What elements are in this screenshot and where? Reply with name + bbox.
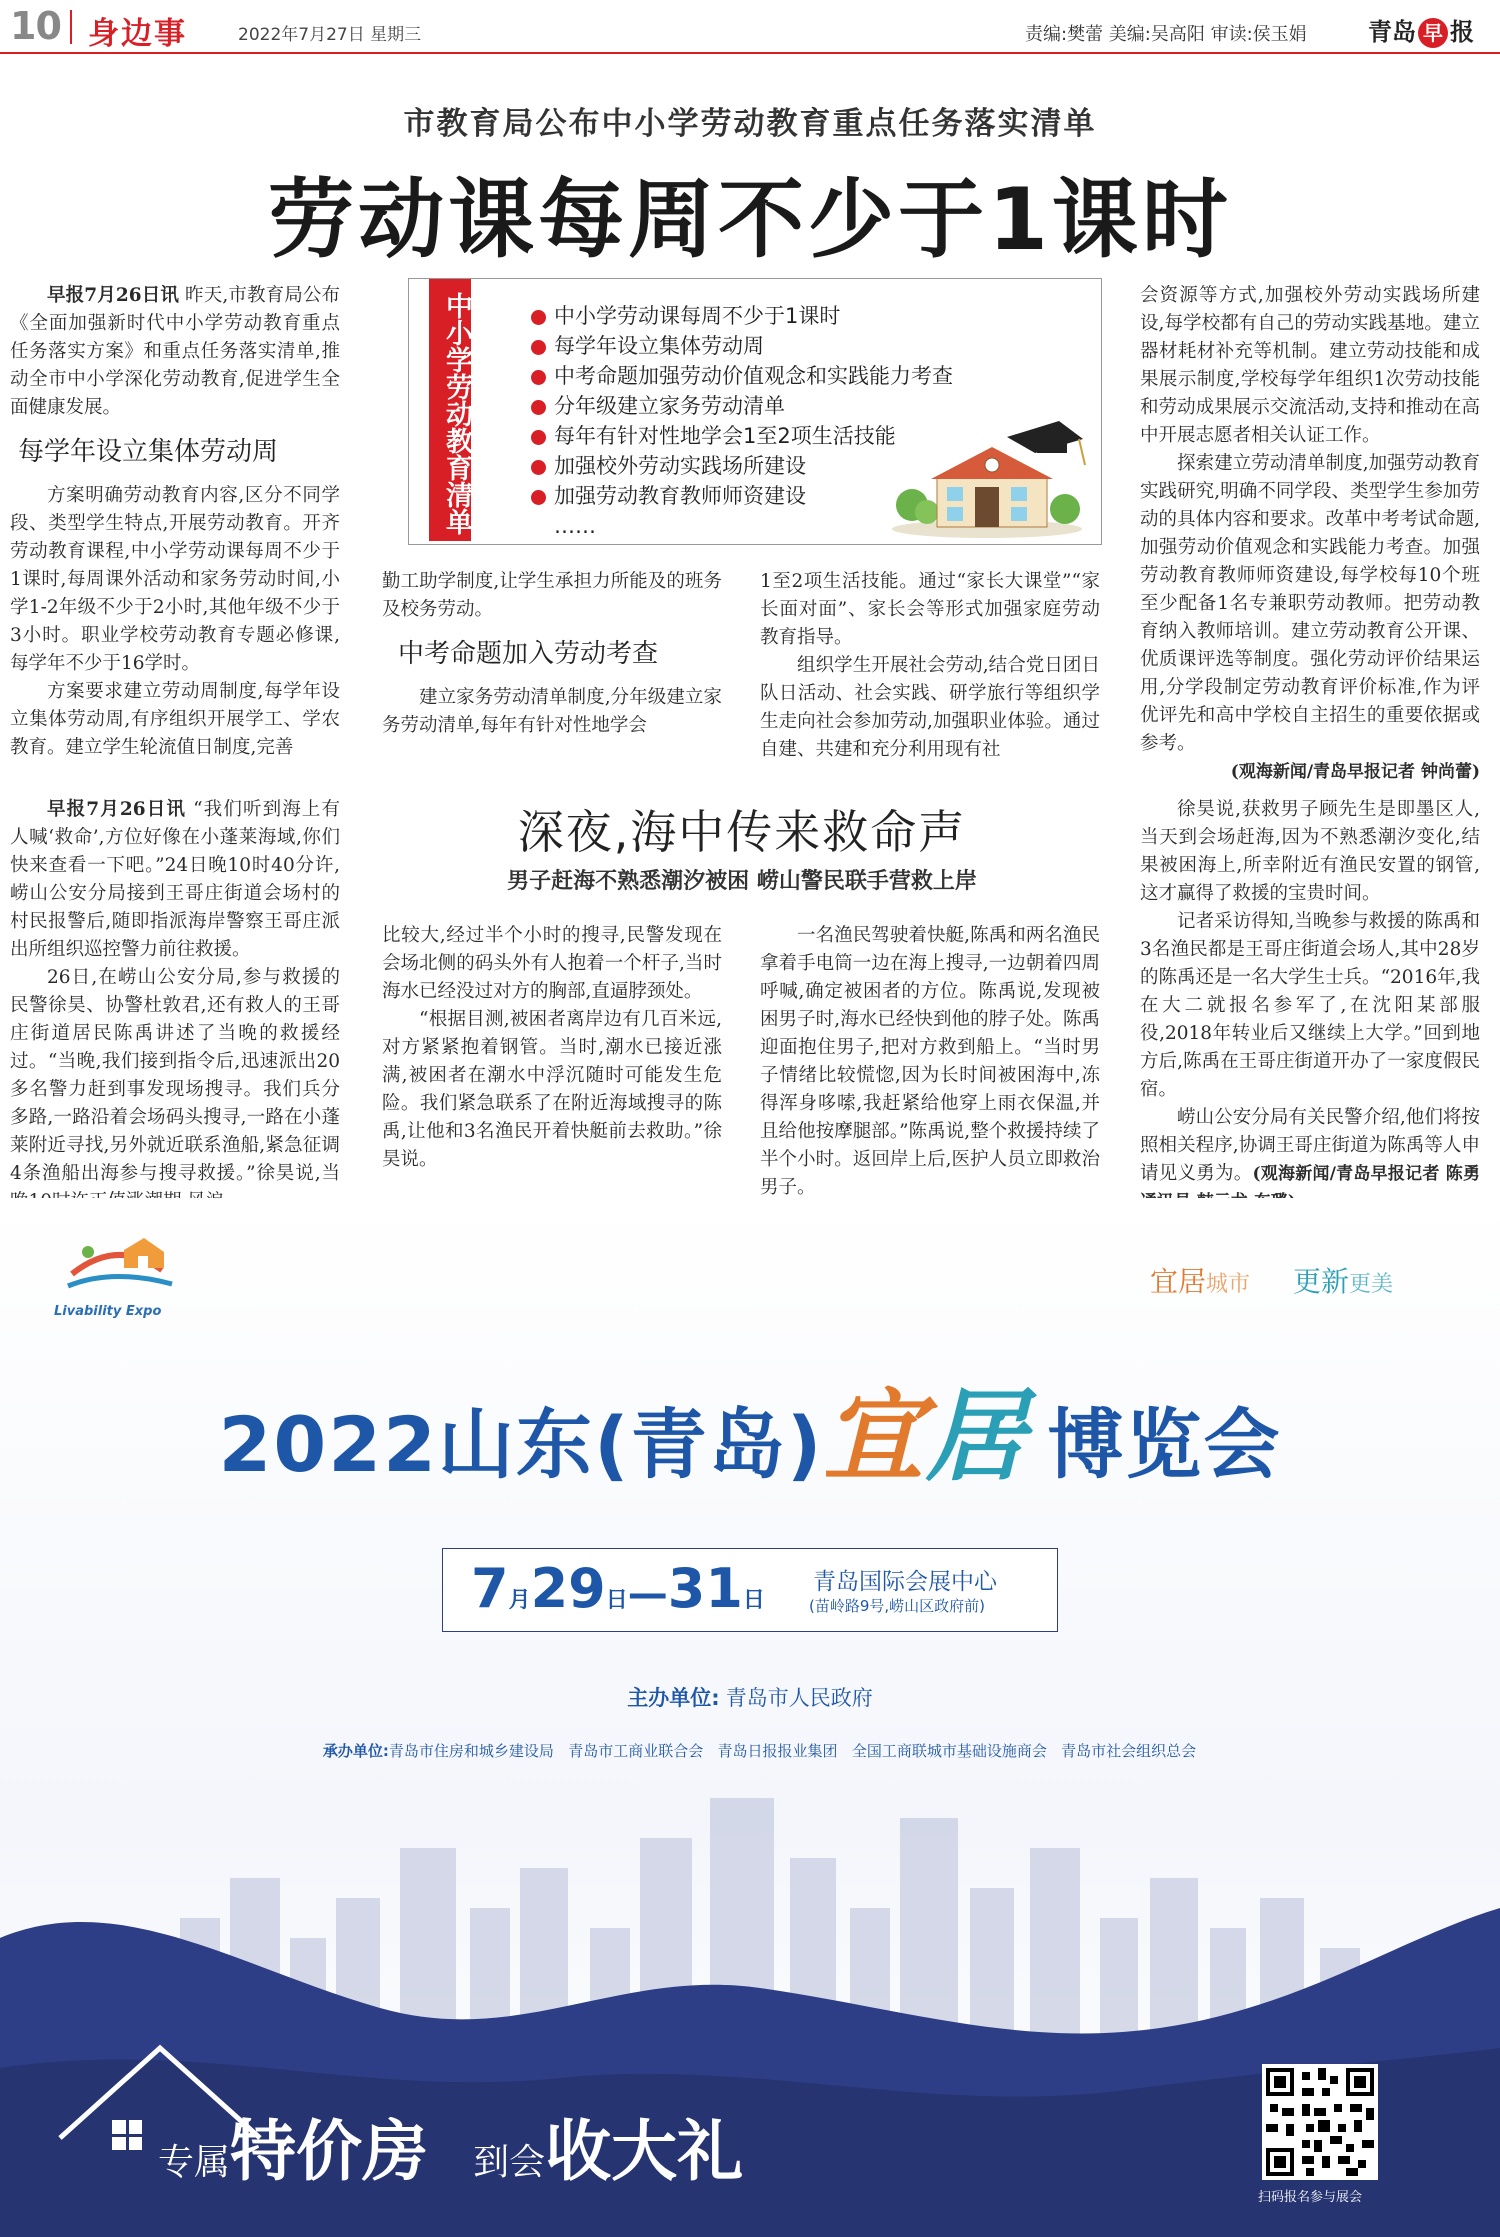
venue-address: (苗岭路9号,崂山区政府前) [809,1597,986,1615]
date-unit: 日 [742,1588,765,1613]
article1-col1 [10,282,340,762]
article1-paragraph: 探索建立劳动清单制度,加强劳动教育实践研究,明确不同学段、类型学生参加劳动的具体内容和要求。改革中考考试命题,加强劳动价值观念和实践能力考查。加强劳动教育教师师资建设,每学校每10个班至少配备1名专兼职劳动教师。把劳动教育纳入教师培训。建立劳动教育公开课、优质课评选等制度。强化劳动评价结果运用,分学段制定劳动教育评价标准,作为评优评先和高中学校自主招生的重要依据或参考。 [1140,453,1480,754]
article1-kicker: 市教育局公布中小学劳动教育重点任务落实清单 [403,106,1097,142]
article1-col2 [382,568,722,740]
slogan-word: 宜居 [1150,1265,1207,1298]
paper-logo [1368,12,1474,48]
article1-col3 [760,568,1100,764]
date-number: 7 [471,1557,509,1620]
article2-subtitle: 男子赶海不熟悉潮汐被困 崂山警民联手营救上岸 [507,869,977,894]
checklist-item-text: 加强劳动教育教师师资建设 [554,484,806,508]
checklist-item [531,301,1091,331]
host-name: 青岛市人民政府 [725,1686,873,1710]
bottom-slogan [158,2098,743,2193]
article2-col3 [760,922,1100,1202]
expo-dates [471,1557,765,1620]
article2-headline: 深夜,海中传来救命声 [517,805,967,859]
article2-paragraph: 记者采访得知,当晚参与救援的陈禹和3名渔民都是王哥庄街道会场人,其中28岁的陈禹还是一名大学生士兵。“2016年,我在大二就报名参军了,在沈阳某部服役,2018年转业后又继续上大学。”回到地方后,陈禹在王哥庄街道开办了一家度假民宿。 [1140,911,1480,1100]
subhead-labor-week: 每学年设立集体劳动周 [18,437,279,467]
bullet-icon [531,430,546,445]
checklist-item-text: 加强校外劳动实践场所建设 [554,454,806,478]
co-organizers: 青岛市住房和城乡建设局 青岛市工商业联合会 青岛日报报业集团 全国工商联城市基础设施商会 青岛市社会组织总会 [388,1742,1197,1760]
expo-title-art: 居 [925,1377,1028,1495]
header-divider [70,10,72,44]
slogan-word: 城市 [1206,1272,1251,1297]
ad-slogan [1150,1260,1393,1300]
article2-paragraph: “根据目测,被困者离岸边有几百米远,对方紧紧抱着钢管。当时,潮水已接近涨满,被困者在潮水中浮沉随时可能发生危险。我们紧急联系了在附近海域搜寻的陈禹,让他和3名渔民开着快艇前去救助。”徐昊说。 [382,1009,722,1170]
slogan-word: 更美 [1348,1272,1393,1297]
checklist-item [531,361,1091,391]
issue-date: 2022年7月27日 星期三 [238,25,422,45]
house-grid-icon [112,2120,142,2150]
bottom-slogan-big: 收大礼 [545,2112,744,2190]
host-line [0,1682,1500,1712]
date-number: 31 [667,1557,743,1620]
registration-qr-code[interactable] [1262,2064,1378,2180]
paragraph-text: 崂山公安分局有关民警介绍,他们将按照相关程序,协调王哥庄街道为陈禹等人申请见义勇为。 [1140,1107,1480,1184]
section-name: 身边事 [88,16,187,52]
slogan-word: 更新 [1292,1265,1349,1298]
co-label: 承办单位: [322,1742,389,1760]
dateline: 早报7月26日讯 [47,285,180,306]
paper-logo-text-c: 报 [1450,18,1474,46]
bullet-icon [531,400,546,415]
paper-logo-text-a: 青岛 [1368,18,1416,46]
expo-advertisement [0,1198,1500,2237]
article1-paragraph: 方案明确劳动教育内容,区分不同学段、类型学生特点,开展劳动教育。开齐劳动教育课程,中小学劳动课每周不少于1课时,每周课外活动和家务劳动时间,小学1-2年级不少于2小时,其他年级不少于3小时。职业学校劳动教育专题必修课,每学年不少于16学时。 [10,485,340,674]
bullet-icon [531,460,546,475]
article2-col4 [1140,796,1480,1216]
article2-byline: (观海新闻/青岛早报记者 陈勇 [1252,1164,1480,1184]
article2-col2 [382,922,722,1174]
expo-title-pre: 2022山东(青岛) [218,1400,824,1489]
checklist-title: 中小学劳动教育清单 [429,279,471,541]
bottom-slogan-small: 到会 [473,2142,546,2183]
checklist-item-text: 每年有针对性地学会1至2项生活技能 [554,424,896,448]
checklist-item-text: 中考命题加强劳动价值观念和实践能力考查 [554,364,953,388]
article2-paragraph: 比较大,经过半个小时的搜寻,民警发现在会场北侧的码头外有人抱着一个杆子,当时海水已经没过对方的胸部,直逼脖颈处。 [382,925,722,1002]
article1-paragraph: 会资源等方式,加强校外劳动实践场所建设,每学校都有自己的劳动实践基地。建立器材耗材补充等机制。建立劳动技能和成果展示制度,学校每学年组织1次劳动技能和劳动成果展示交流活动,支持和推动在高中开展志愿者相关认证工作。 [1140,285,1480,446]
qr-code-icon [1266,2068,1374,2176]
expo-title-post: 博览会 [1047,1400,1282,1489]
article2-col1 [10,796,340,1216]
checklist-more: …… [554,514,596,538]
date-number: 29 [530,1557,606,1620]
article2-paragraph: 一名渔民驾驶着快艇,陈禹和两名渔民拿着手电筒一边在海上搜寻,一边朝着四周呼喊,确定被困者的方位。陈禹说,发现被困男子时,海水已经快到他的脖子处。陈禹迎面抱住男子,把对方救到船上。“当时男子情绪比较慌惚,因为长时间被困海中,冻得浑身哆嗦,我赶紧给他穿上雨衣保温,并且给他按摩腿部。”陈禹说,整个救援持续了半个小时。返回岸上后,医护人员立即救治男子。 [760,925,1100,1198]
article1-col4 [1140,282,1480,786]
article1-paragraph: 建立家务劳动清单制度,分年级建立家务劳动清单,每年有针对性地学会 [382,687,722,736]
bottom-slogan-small: 专属 [158,2142,231,2183]
subhead-zhongkao: 中考命题加入劳动考查 [398,639,659,669]
date-unit: 日 [605,1588,628,1613]
date-dash: — [627,1571,668,1617]
qr-caption: 扫码报名参与展会 [1258,2190,1363,2205]
venue-name: 青岛国际会展中心 [813,1569,997,1595]
article1-paragraph: 1至2项生活技能。通过“家长大课堂”“家长面对面”、家长会等形式加强家庭劳动教育指导。 [760,571,1100,648]
article1-byline: (观海新闻/青岛早报记者 钟尚蕾) [1230,762,1480,782]
paper-logo-mark: 早 [1418,18,1448,48]
expo-title-art: 宜 [823,1377,926,1495]
article1-paragraph: 组织学生开展社会劳动,结合党日团日队日活动、社会实践、研学旅行等组织学生走向社会参加劳动,加强职业体验。通过自建、共建和充分利用现有社 [760,655,1100,760]
host-label: 主办单位: [627,1686,720,1710]
expo-title [0,1356,1500,1500]
bullet-icon [531,340,546,355]
checklist-item-text: 分年级建立家务劳动清单 [554,394,785,418]
page-header [0,0,1500,54]
article2-intro [10,796,340,964]
checklist-item-text: 每学年设立集体劳动周 [554,334,764,358]
article2-paragraph: 徐昊说,获救男子顾先生是即墨区人,当天到会场赶海,因为不熟悉潮汐变化,结果被困海上,所幸附近有渔民安置的钢管,这才赢得了救援的宝贵时间。 [1140,799,1480,904]
school-illustration [887,417,1097,539]
editor-credits: 责编:樊蕾 美编:吴高阳 审读:侯玉娟 [1025,24,1307,45]
bullet-icon [531,370,546,385]
article2-paragraph: 26日,在崂山公安分局,参与救援的民警徐昊、协警杜敦君,还有救人的王哥庄街道居民陈禹讲述了当晚的救援经过。“当晚,我们接到指令后,迅速派出20多名警力赶到事发现场搜寻。我们兵分多路,一路沿着会场码头搜寻,一路在小蓬莱附近寻找,另外就近联系渔船,紧急征调4条渔船出海参与搜寻救援。”徐昊说,当 [10,967,340,1184]
co-organizers-line [0,1722,1500,1779]
checklist-item [531,331,1091,361]
bottom-slogan-big: 特价房 [230,2112,429,2190]
dateline: 早报7月26日讯 [47,799,187,820]
expo-logo-icon [52,1230,182,1300]
intro-text: 昨天,市教育局公布《全面加强新时代中小学劳动教育重点任务落实方案》和重点任务落实清单,推动全市中小学深化劳动教育,促进学生全面健康发展。 [10,285,340,418]
expo-logo-text: Livability Expo [54,1304,162,1319]
page-number: 10 [10,4,61,48]
article1-paragraph: 方案要求建立劳动周制度,每学年设立集体劳动周,有序组织开展学工、学农教育。建立学生轮流值日制度,完善 [10,681,340,758]
date-unit: 月 [508,1588,531,1613]
article1-headline: 劳动课每周不少于1课时 [268,170,1232,270]
checklist-box [408,278,1102,545]
bullet-icon [531,490,546,505]
intro-text: “我们听到海上有人喊‘救命’,方位好像在小蓬莱海域,你们快来查看一下吧。”24日晚10时40分许,崂山公安分局接到王哥庄街道会场村的村民报警后,随即指派海岸警察王哥庄派出所组织巡控警力前往救援。 [10,799,341,960]
article1-intro [10,282,340,422]
article1-paragraph: 勤工助学制度,让学生承担力所能及的班务及校务劳动。 [382,571,722,620]
checklist-item-text: 中小学劳动课每周不少于1课时 [554,304,841,328]
expo-date-box [442,1548,1058,1632]
bullet-icon [531,310,546,325]
